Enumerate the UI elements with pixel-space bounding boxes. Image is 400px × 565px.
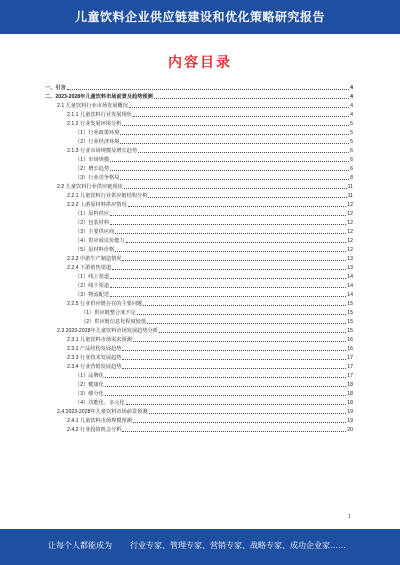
- toc-entry-page: 18: [347, 382, 353, 388]
- toc-entry[interactable]: [45, 272, 353, 281]
- toc-entry-title: （1）品牌化: [75, 373, 104, 379]
- toc-entry-page: 15: [347, 301, 353, 307]
- toc-entry-page: 19: [347, 418, 353, 424]
- toc-leader-dots: [120, 143, 349, 144]
- toc-entry[interactable]: [45, 218, 353, 227]
- toc-leader-dots: [110, 296, 346, 297]
- toc-entry-page: 5: [350, 139, 353, 145]
- toc-leader-dots: [110, 170, 349, 171]
- toc-entry-title: （3）细分化: [75, 391, 104, 397]
- toc-entry[interactable]: [45, 317, 353, 326]
- toc-leader-dots: [122, 359, 346, 360]
- toc-entry-title: （1）市场规模: [75, 157, 110, 163]
- toc-entry-title: 二、2023-2028年儿童饮料市场前景及趋势预测: [45, 94, 153, 100]
- toc-entry-title: 2.2.5 行业供应链存在的主要问题: [67, 301, 143, 307]
- toc-entry[interactable]: [45, 371, 353, 380]
- toc-entry-title: 一、引言: [45, 85, 66, 91]
- toc-entry[interactable]: [45, 263, 353, 272]
- toc-entry-page: 11: [347, 193, 353, 199]
- toc-entry[interactable]: [45, 308, 353, 317]
- toc-leader-dots: [124, 188, 347, 189]
- toc-leader-dots: [115, 251, 346, 252]
- toc-entry-page: 15: [347, 319, 353, 325]
- toc-leader-dots: [110, 215, 346, 216]
- toc-leader-dots: [129, 107, 349, 108]
- toc-leader-dots: [137, 314, 346, 315]
- toc-entry-page: 16: [347, 337, 353, 343]
- toc-entry-title: （1）线上渠道: [75, 274, 110, 280]
- toc-leader-dots: [105, 386, 346, 387]
- toc-entry-title: 2.2.4 下游销售渠道: [67, 265, 112, 271]
- toc-leader-dots: [122, 260, 346, 261]
- toc-entry[interactable]: [45, 398, 353, 407]
- toc-entry-page: 8: [350, 175, 353, 181]
- toc-entry-title: 2.2 儿童饮料行业供应链现状: [57, 184, 123, 190]
- toc-leader-dots: [67, 89, 349, 90]
- toc-entry-page: 13: [347, 256, 353, 262]
- toc-entry[interactable]: [45, 389, 353, 398]
- toc-entry[interactable]: [45, 191, 353, 200]
- toc-leader-dots: [159, 332, 346, 333]
- toc-leader-dots: [148, 197, 346, 198]
- toc-entry[interactable]: [45, 353, 353, 362]
- toc-leader-dots: [112, 269, 346, 270]
- toc-entry-title: （2）增长趋势: [75, 166, 110, 172]
- toc-entry-title: 2.4 2023-2028年儿童饮料市场前景预测: [57, 409, 148, 415]
- toc-entry-page: 18: [347, 391, 353, 397]
- toc-entry[interactable]: [45, 299, 353, 308]
- toc-leader-dots: [128, 206, 347, 207]
- toc-entry-page: 4: [350, 94, 353, 100]
- toc-entry[interactable]: [45, 110, 353, 119]
- toc-entry-page: 5: [350, 121, 353, 127]
- toc-heading: 内容目录: [168, 54, 232, 70]
- toc-entry-page: 5: [350, 130, 353, 136]
- toc-entry-title: 2.3 2023-2028年儿童饮料市场发展趋势分析: [57, 328, 158, 334]
- toc-entry[interactable]: [45, 362, 353, 371]
- toc-entry[interactable]: [45, 326, 353, 335]
- toc-entry[interactable]: [45, 290, 353, 299]
- toc-leader-dots: [126, 404, 347, 405]
- toc-leader-dots: [122, 368, 346, 369]
- toc-leader-dots: [110, 161, 349, 162]
- toc-entry-page: 4: [350, 112, 353, 118]
- toc-entry-title: 2.1.3 行业市场规模及增长趋势: [67, 148, 138, 154]
- toc-entry-page: 6: [350, 166, 353, 172]
- toc-entry-title: 2.2.3 中游生产制造情况: [67, 256, 122, 262]
- toc-entry[interactable]: [45, 182, 353, 191]
- toc-entry-page: 4: [350, 103, 353, 109]
- toc-entry[interactable]: [45, 254, 353, 263]
- toc-leader-dots: [133, 116, 349, 117]
- toc-entry-page: 20: [347, 427, 353, 433]
- toc-entry-title: 2.2.1 儿童饮料行业供应链结构分析: [67, 193, 148, 199]
- footer-slogan: 让每个人都能成为: [48, 541, 112, 550]
- toc-entry-page: 17: [347, 364, 353, 370]
- toc-entry-page: 12: [347, 220, 353, 226]
- toc-entry[interactable]: [45, 137, 353, 146]
- toc-entry-title: 2.1 儿童饮料行业市场发展概况: [57, 103, 128, 109]
- toc-entry[interactable]: [45, 173, 353, 182]
- toc-entry-title: 2.4.1 儿童饮料市场规模预测: [67, 418, 132, 424]
- toc-entry[interactable]: [45, 155, 353, 164]
- toc-entry-page: 12: [347, 202, 353, 208]
- toc-entry[interactable]: [45, 83, 353, 92]
- toc-entry-title: （3）行业竞争格局: [75, 175, 120, 181]
- toc-leader-dots: [115, 233, 346, 234]
- toc-entry-page: 14: [347, 274, 353, 280]
- toc-entry[interactable]: [45, 227, 353, 236]
- toc-leader-dots: [110, 287, 346, 288]
- toc-entry-page: 4: [350, 85, 353, 91]
- toc-entry-title: 2.3.1 儿童饮料市场需求预测: [67, 337, 132, 343]
- toc-leader-dots: [120, 134, 349, 135]
- toc-entry-title: 2.3.4 行业营销发展趋势: [67, 364, 122, 370]
- toc-leader-dots: [143, 305, 346, 306]
- toc-leader-dots: [122, 125, 349, 126]
- toc-entry-page: 11: [347, 184, 353, 190]
- toc-entry-page: 17: [347, 355, 353, 361]
- page-number: 1: [348, 514, 351, 520]
- toc-entry[interactable]: [45, 416, 353, 425]
- toc-entry-title: （3）物流配送: [75, 292, 110, 298]
- toc-entry-title: （2）健康化: [75, 382, 104, 388]
- toc-entry-page: 14: [347, 283, 353, 289]
- toc-leader-dots: [105, 395, 346, 396]
- toc-entry-page: 15: [347, 310, 353, 316]
- toc-entry-title: （1）行业政策环境: [75, 130, 120, 136]
- toc-entry[interactable]: [45, 92, 353, 101]
- toc-entry[interactable]: [45, 128, 353, 137]
- toc-entry-title: （5）原材料价格: [75, 247, 115, 253]
- toc-entry-title: 2.2.2 上游原材料供应情况: [67, 202, 127, 208]
- toc-entry-title: （3）主要供应商: [75, 229, 115, 235]
- toc-entry-page: 12: [347, 247, 353, 253]
- toc-leader-dots: [133, 422, 346, 423]
- toc-entry[interactable]: [45, 236, 353, 245]
- toc-entry-title: （4）功能化、多元化: [75, 400, 125, 406]
- toc-leader-dots: [138, 152, 349, 153]
- toc-entry-title: 2.3.2 产品结构发展趋势: [67, 346, 122, 352]
- toc-entry-page: 15: [347, 328, 353, 334]
- toc-entry-page: 16: [347, 346, 353, 352]
- toc-leader-dots: [122, 350, 346, 351]
- toc-leader-dots: [133, 341, 346, 342]
- toc-entry-page: 6: [350, 148, 353, 154]
- toc-entry-page: 17: [347, 373, 353, 379]
- report-title: 儿童饮料企业供应链建设和优化策略研究报告: [74, 10, 325, 24]
- toc-entry[interactable]: [45, 245, 353, 254]
- toc-entry-page: 18: [347, 400, 353, 406]
- toc-entry[interactable]: [45, 407, 353, 416]
- toc-entry-title: 2.1.1 儿童饮料行业发展现状: [67, 112, 132, 118]
- toc-entry-page: 13: [347, 265, 353, 271]
- toc-entry-title: （2）包装材料: [75, 220, 110, 226]
- toc-entry-page: 12: [347, 238, 353, 244]
- toc-entry-title: （2）线下渠道: [75, 283, 110, 289]
- toc-entry[interactable]: [45, 380, 353, 389]
- toc-entry-page: 19: [347, 409, 353, 415]
- toc-entry[interactable]: [45, 146, 353, 155]
- toc-leader-dots: [110, 224, 346, 225]
- toc-leader-dots: [122, 431, 346, 432]
- toc-entry-page: 12: [347, 229, 353, 235]
- toc-entry-title: （1）供应链整合度不足: [81, 310, 136, 316]
- toc-entry[interactable]: [45, 281, 353, 290]
- toc-entry[interactable]: [45, 344, 353, 353]
- table-of-contents: [45, 83, 353, 434]
- toc-entry-title: （2）供应链信息化程度较低: [81, 319, 147, 325]
- toc-entry[interactable]: [45, 164, 353, 173]
- toc-entry-title: （2）行业经济环境: [75, 139, 120, 145]
- toc-entry-page: 6: [350, 157, 353, 163]
- toc-entry[interactable]: [45, 209, 353, 218]
- toc-entry-page: 12: [347, 211, 353, 217]
- footer-tagline: 行业专家、管理专家、营销专家、战略专家、成功企业家……: [130, 541, 346, 550]
- toc-leader-dots: [147, 323, 346, 324]
- toc-leader-dots: [120, 179, 349, 180]
- toc-leader-dots: [110, 278, 346, 279]
- toc-leader-dots: [154, 98, 349, 99]
- toc-leader-dots: [126, 242, 347, 243]
- toc-leader-dots: [105, 377, 346, 378]
- toc-entry[interactable]: [45, 425, 353, 434]
- toc-entry-title: （4）供应商议价能力: [75, 238, 125, 244]
- toc-entry[interactable]: [45, 101, 353, 110]
- toc-entry-page: 14: [347, 292, 353, 298]
- toc-entry-title: 2.4.2 行业投资机会分析: [67, 427, 122, 433]
- toc-entry[interactable]: [45, 119, 353, 128]
- toc-entry-title: 2.3.3 行业技术发展趋势: [67, 355, 122, 361]
- toc-entry-title: （1）原料供应: [75, 211, 110, 217]
- toc-entry-title: 2.1.2 行业发展环境分析: [67, 121, 122, 127]
- toc-entry[interactable]: [45, 335, 353, 344]
- toc-entry[interactable]: [45, 200, 353, 209]
- toc-leader-dots: [149, 413, 347, 414]
